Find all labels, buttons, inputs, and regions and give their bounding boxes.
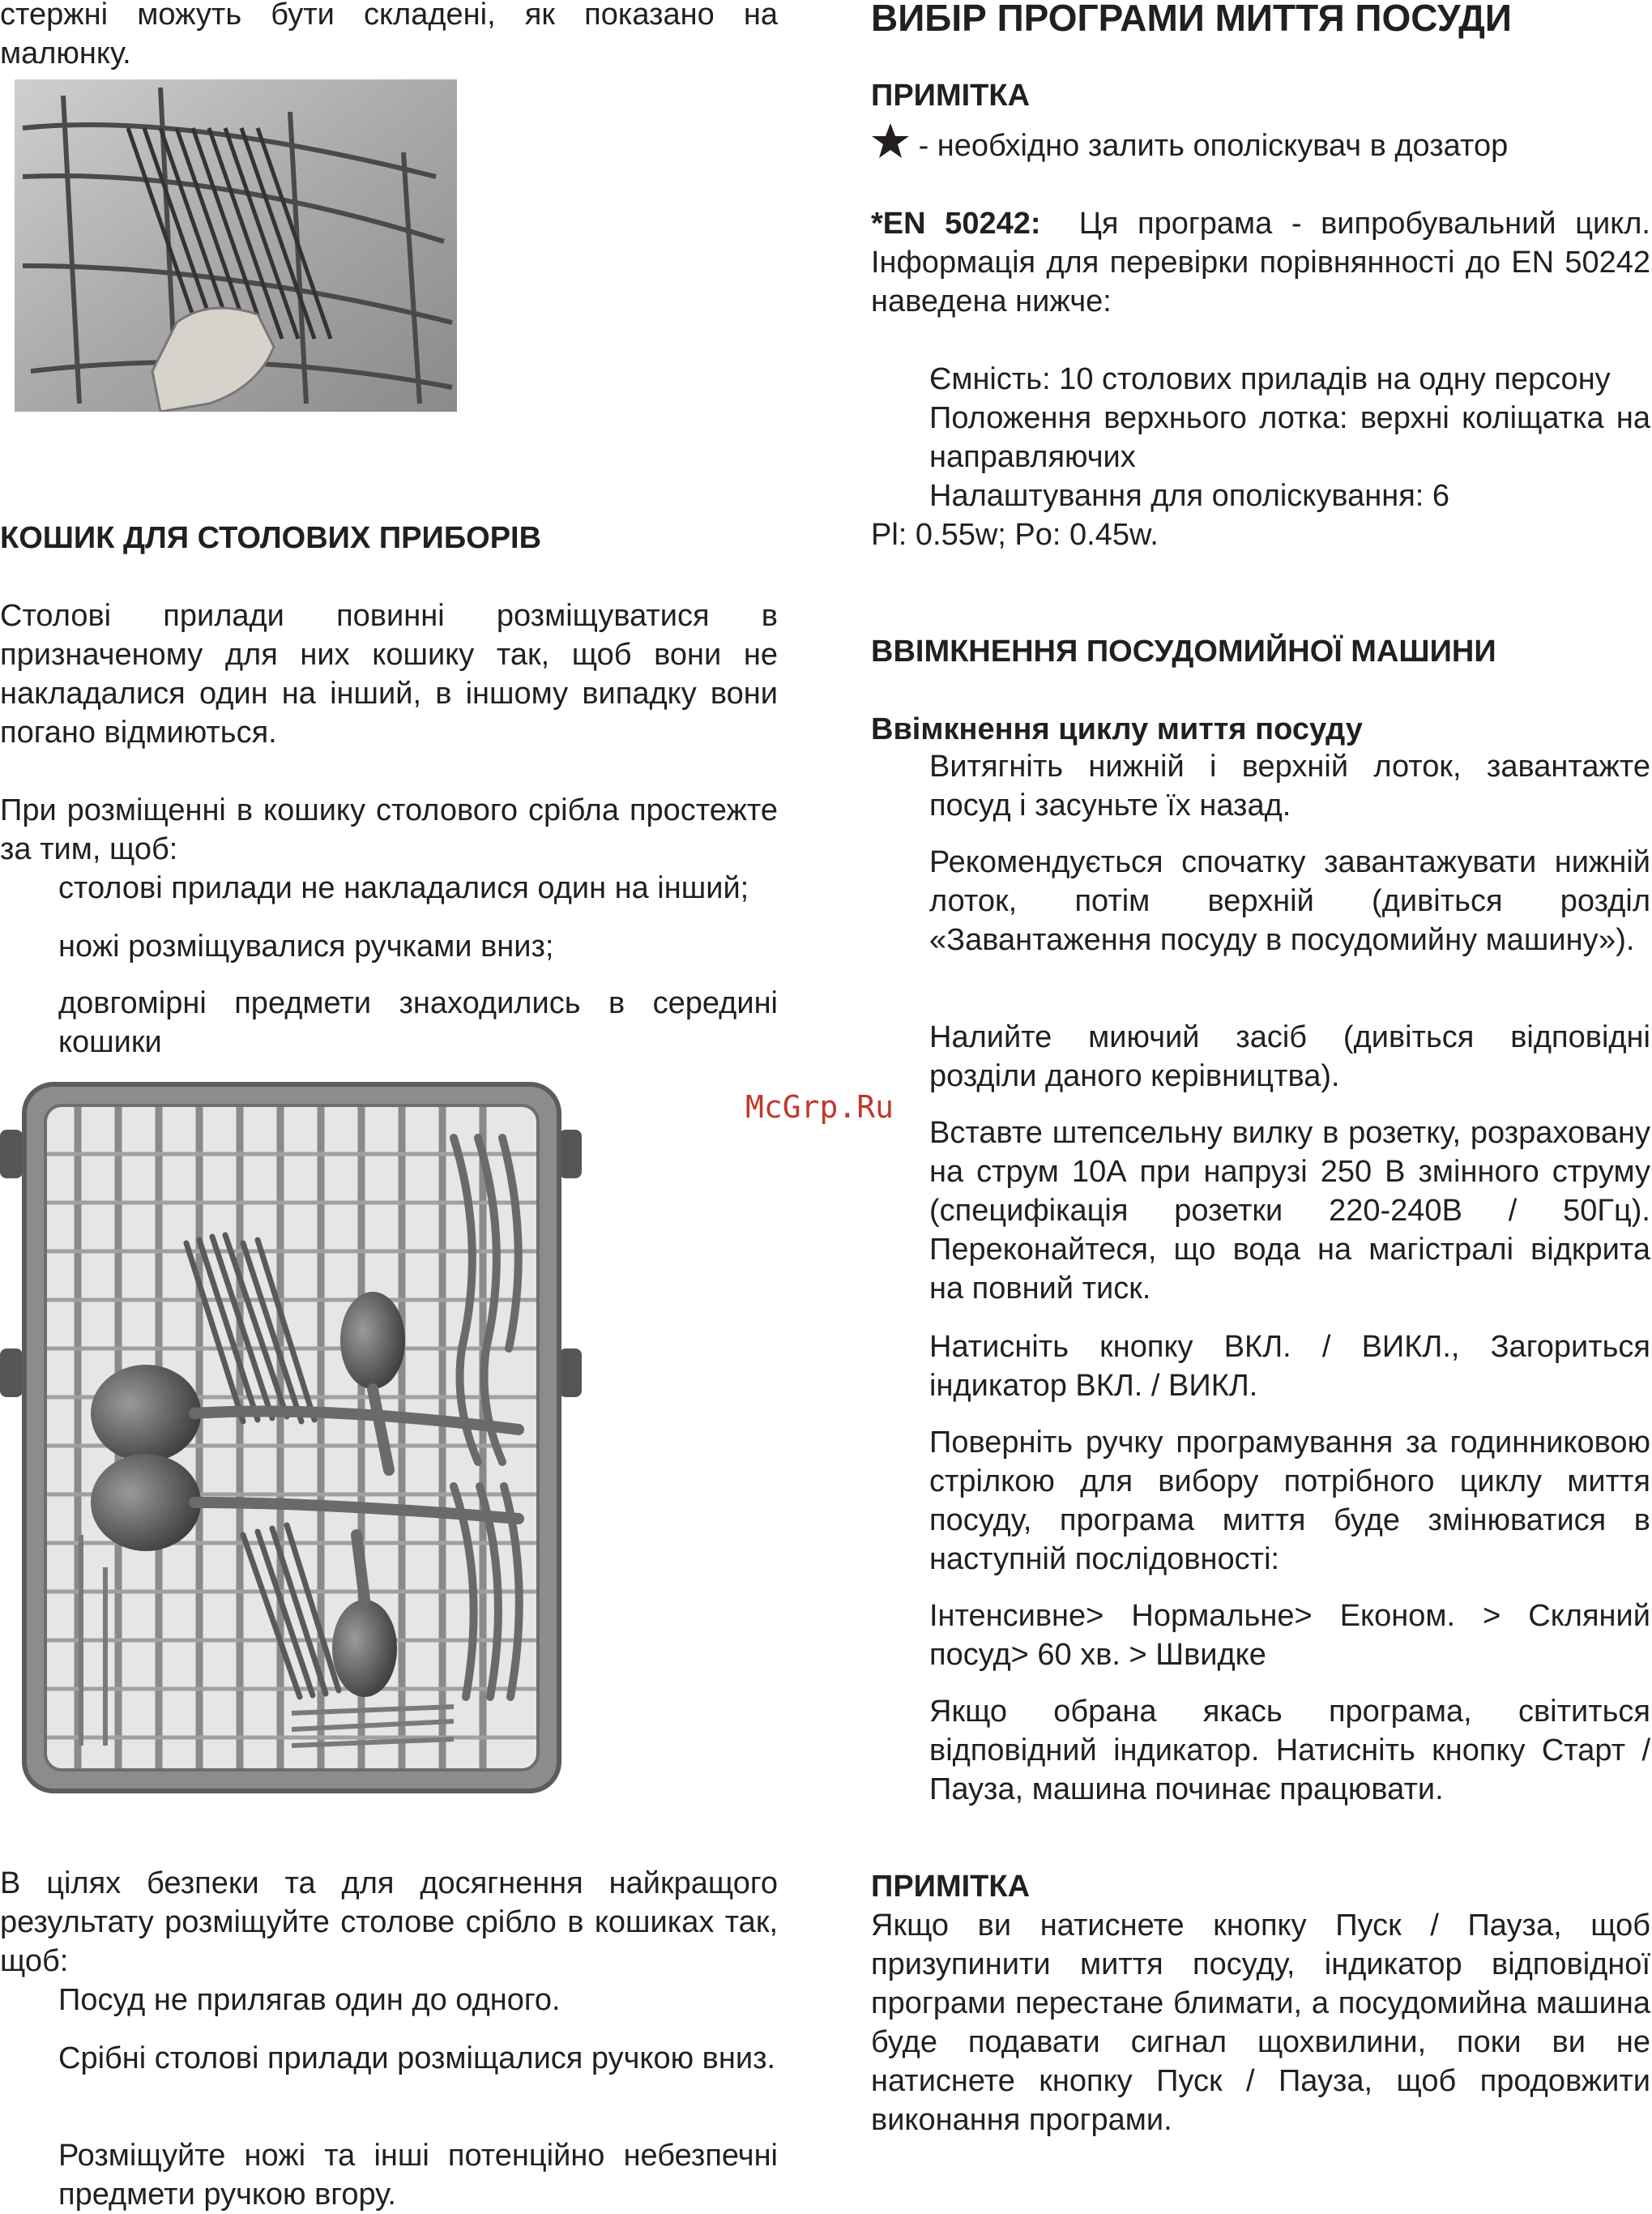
basket-list-item: столові прилади не накладалися один на інший; xyxy=(58,871,749,905)
note-star-text: - необхідно залить ополіскувач в дозатор xyxy=(918,129,1509,163)
safety-paragraph: В цілях безпеки та для досягнення найкращого результату розміщуйте столове срібло в кошиках так, щоб: xyxy=(0,1866,778,1978)
cycle-step: Якщо обрана якась програма, світиться відповідний індикатор. Натисніть кнопку Старт / Пауза, машина починає працювати. xyxy=(929,1695,1650,1806)
startup-heading: ВВІМКНЕННЯ ПОСУДОМИЙНОЇ МАШИНИ xyxy=(871,635,1496,669)
note2-heading: ПРИМІТКА xyxy=(871,1870,1031,1904)
cycle-heading: Ввімкнення циклу миття посуду xyxy=(871,712,1363,746)
en-label: *EN 50242: xyxy=(871,207,1041,241)
program-heading: ВИБІР ПРОГРАМИ МИТТЯ ПОСУДИ xyxy=(871,0,1512,39)
basket-paragraph-2: При розміщенні в кошику столового срібла простежте за тим, щоб: xyxy=(0,793,778,866)
cycle-step: Натисніть кнопку ВКЛ. / ВИКЛ., Загориться індикатор ВКЛ. / ВИКЛ. xyxy=(929,1330,1650,1403)
cycle-step: Інтенсивне> Нормальне> Економ. > Скляний посуд> 60 хв. > Швидке xyxy=(929,1599,1650,1672)
basket-list-item: довгомірні предмети знаходились в середині кошики xyxy=(58,986,778,1059)
basket-list-item: ножі розміщувалися ручками вниз; xyxy=(58,930,554,964)
rack-photo xyxy=(15,79,457,412)
note2-text: Якщо ви натиснете кнопку Пуск / Пауза, щоб призупинити миття посуду, індикатор відповідної програми перестане блимати, а посудомийна машина буде подавати сигнал щохвилини, поки ви не натиснете кнопку Пуск / Пауза, щоб продовжити виконання програми. xyxy=(871,1908,1650,2137)
en-spec: Ємність: 10 столових приладів на одну персону xyxy=(929,362,1611,396)
cycle-step: Налийте миючий засіб (дивіться відповідні розділи даного керівництва). xyxy=(929,1020,1650,1093)
cutlery-basket-illustration xyxy=(0,1081,582,1794)
note-star-line xyxy=(871,122,1650,165)
power-line: Pl: 0.55w; Po: 0.45w. xyxy=(871,518,1159,552)
cycle-step: Витягніть нижній і верхній лоток, завантажте посуд і засуньте їх назад. xyxy=(929,750,1650,823)
en-paragraph xyxy=(871,204,1650,321)
note-heading: ПРИМІТКА xyxy=(871,79,1031,113)
cycle-step: Вставте штепсельну вилку в розетку, розраховану на струм 10А при напрузі 250 В змінного струму (специфікація розетки 220-240В / 50Гц). Переконайтеся, що вода на магістралі відкрита на повний тиск. xyxy=(929,1116,1650,1306)
safety-list-item: Посуд не прилягав один до одного. xyxy=(58,1983,561,2017)
cycle-step: Поверніть ручку програмування за годинниковою стрілкою для вибору потрібного циклу миття посуду, програма миття буде змінюватися в наступній послідовності: xyxy=(929,1425,1650,1576)
intro-text: стержні можуть бути складені, як показано на малюнку. xyxy=(0,0,778,71)
basket-heading: КОШИК ДЛЯ СТОЛОВИХ ПРИБОРІВ xyxy=(0,521,542,555)
safety-list-item: Срібні столові прилади розміщалися ручкою вниз. xyxy=(58,2041,776,2075)
basket-paragraph-1: Столові прилади повинні розміщуватися в призначеному для них кошику так, щоб вони не накладалися один на інший, в іншому випадку вони погано відмиються. xyxy=(0,599,778,750)
en-text: Ця програма - випробувальний цикл. Інформація для перевірки порівнянності до EN 50242 наведена нижче: xyxy=(871,207,1650,318)
en-spec: Положення верхнього лотка: верхні коліщатка на направляючих xyxy=(929,401,1650,474)
cycle-step: Рекомендується спочатку завантажувати нижній лоток, потім верхній (дивіться розділ «Завантаження посуду в посудомийну машину»). xyxy=(929,845,1650,957)
en-spec: Налаштування для ополіскування: 6 xyxy=(929,479,1450,513)
watermark: McGrp.Ru xyxy=(745,1089,894,1125)
safety-list-item: Розміщуйте ножі та інші потенційно небезпечні предмети ручкою вгору. xyxy=(58,2139,778,2212)
star-icon xyxy=(871,122,910,160)
